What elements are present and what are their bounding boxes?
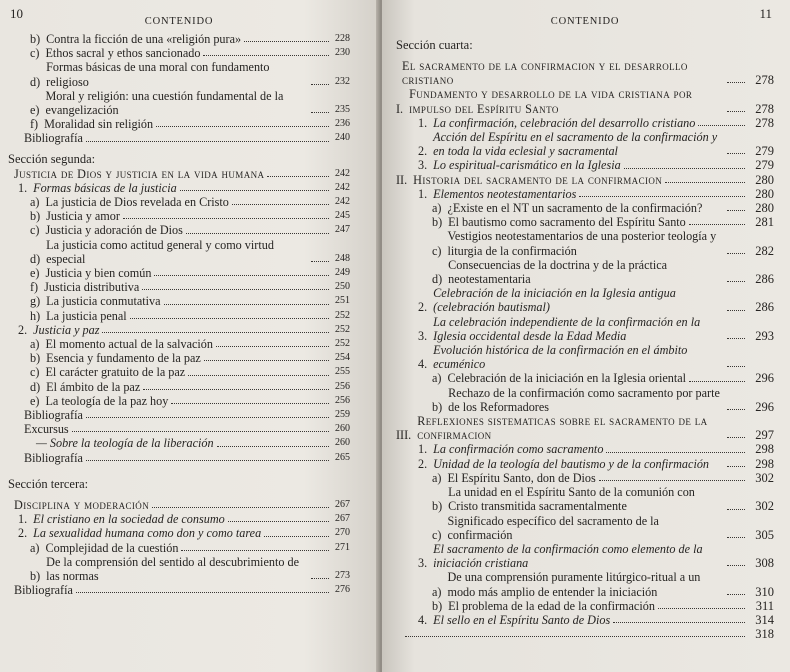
toc-entry-page: 255: [335, 366, 350, 378]
toc-entry[interactable]: [396, 315, 774, 343]
toc-entry[interactable]: [8, 365, 350, 379]
toc-entry[interactable]: [8, 337, 350, 351]
dot-leader: [102, 332, 329, 333]
dot-leader: [86, 460, 329, 461]
right-page: [382, 0, 790, 672]
dot-leader: [727, 210, 745, 211]
dot-leader: [689, 224, 745, 225]
toc-entry-page: 254: [335, 352, 350, 364]
toc-entry-page: 251: [335, 295, 350, 307]
dot-leader: [405, 636, 745, 637]
dot-leader: [152, 507, 329, 508]
dot-leader: [727, 537, 745, 538]
dot-leader: [86, 417, 329, 418]
toc-entry-page: 278: [755, 101, 774, 116]
toc-entry-page: 302: [755, 499, 774, 514]
toc-entry-page: 298: [755, 456, 774, 471]
toc-entry-label: b): [432, 399, 443, 414]
toc-entry-title: Elementos neotestamentarios: [433, 186, 577, 201]
toc-entry-page: 236: [335, 118, 350, 130]
toc-entry-label: c): [30, 365, 40, 380]
section-heading: Sección tercera:: [8, 476, 89, 491]
toc-entry[interactable]: [8, 60, 350, 88]
toc-entry-title: La teología de la paz hoy: [45, 393, 169, 408]
toc-entry[interactable]: [396, 457, 774, 471]
dot-leader: [180, 190, 329, 191]
toc-entry-page: 270: [335, 527, 350, 539]
toc-entry[interactable]: [8, 117, 350, 131]
toc-entry[interactable]: [396, 414, 774, 442]
toc-entry-page: 310: [755, 584, 774, 599]
toc-entry-title: Celebración de la iniciación en la Iglesia oriental: [447, 371, 687, 386]
toc-entry-label: f): [30, 280, 39, 295]
dot-leader: [727, 310, 745, 311]
dot-leader: [698, 125, 745, 126]
toc-entry-title: Moral y religión: una cuestión fundamental de la evangelización: [45, 88, 284, 118]
toc-entry-page: 298: [755, 442, 774, 457]
toc-entry[interactable]: [8, 583, 350, 597]
toc-entry-page: 256: [335, 380, 350, 392]
toc-entry-label: a): [30, 195, 40, 210]
toc-entry-page: 282: [755, 243, 774, 258]
toc-entry-title: El sello en el Espíritu Santo de Dios: [433, 612, 611, 627]
toc-entry-title: De la comprensión del sentido al descubrimiento de las normas: [46, 554, 299, 583]
left-page: [0, 0, 380, 672]
toc-entry-label: 2.: [418, 456, 428, 471]
dot-leader: [188, 375, 329, 376]
toc-entry-title: El carácter gratuito de la paz: [45, 365, 186, 380]
toc-entry[interactable]: [396, 371, 774, 385]
toc-entry[interactable]: [8, 323, 350, 337]
toc-entry-title: Justicia distributiva: [44, 280, 140, 295]
toc-entry[interactable]: [396, 514, 774, 542]
right-page-header: [396, 6, 774, 32]
toc-entry-title: Esencia y fundamento de la paz: [46, 351, 201, 366]
toc-entry-page: 311: [755, 598, 774, 613]
dot-leader: [76, 592, 329, 593]
toc-entry-page: 242: [335, 181, 350, 193]
toc-entry-title: El ámbito de la paz: [46, 379, 141, 394]
dot-leader: [727, 594, 745, 595]
toc-entry-page: 305: [755, 527, 774, 542]
toc-entry[interactable]: [396, 542, 774, 570]
toc-entry-page: 252: [335, 309, 350, 321]
toc-entry-title: Excursus: [24, 422, 69, 437]
toc-entry-title: Justicia y adoración de Dios: [45, 223, 183, 238]
toc-entry-label: a): [432, 371, 442, 386]
toc-entry[interactable]: [396, 570, 774, 598]
toc-entry-page: 267: [335, 513, 350, 525]
toc-entry-label: b): [30, 32, 41, 46]
toc-entry-page: 296: [755, 371, 774, 386]
toc-entry-page: 242: [335, 167, 350, 179]
dot-leader: [606, 452, 745, 453]
dot-leader: [216, 346, 329, 347]
toc-entry-label: b): [30, 209, 41, 224]
dot-leader: [665, 182, 745, 183]
toc-entry-label: e): [30, 393, 40, 408]
toc-entry-title: La unidad en el Espíritu Santo de la comunión con Cristo transmitida sacramentalmente: [448, 485, 695, 514]
toc-entry-page: 286: [755, 300, 774, 315]
toc-entry-page: 240: [335, 132, 350, 144]
toc-entry[interactable]: [8, 223, 350, 237]
toc-entry-label: b): [30, 568, 41, 583]
toc-entry-title: El bautismo como sacramento del Espíritu Santo: [448, 215, 686, 230]
toc-entry[interactable]: [396, 485, 774, 513]
dot-leader: [579, 196, 745, 197]
toc-entry-page: 271: [335, 541, 350, 553]
toc-entry-label: 4.: [418, 357, 428, 372]
dot-leader: [123, 218, 329, 219]
toc-entry-label: a): [432, 201, 442, 216]
toc-entry-label: a): [30, 540, 40, 555]
toc-entry[interactable]: [8, 238, 350, 266]
toc-entry-label: d): [30, 74, 41, 89]
toc-entry-label: b): [30, 351, 41, 366]
dot-leader: [624, 168, 745, 169]
dot-leader: [203, 55, 329, 56]
toc-entry-label: 1.: [418, 115, 428, 130]
toc-entry-title: El Espíritu Santo, don de Dios: [447, 470, 596, 485]
toc-entry[interactable]: [396, 201, 774, 215]
toc-entry-page: 278: [755, 115, 774, 130]
toc-entry-title: Historia del sacramento de la confirmacion: [413, 172, 663, 187]
toc-entry[interactable]: [8, 451, 350, 465]
toc-entry-page: 228: [335, 33, 350, 44]
toc-entry[interactable]: [8, 294, 350, 308]
toc-entry-page: 267: [335, 498, 350, 510]
dot-leader: [142, 289, 329, 290]
toc-entry-title: Justicia y paz: [33, 322, 100, 337]
dot-leader: [727, 437, 745, 438]
dot-leader: [727, 338, 745, 339]
toc-entry[interactable]: [396, 471, 774, 485]
toc-entry-label: b): [432, 499, 443, 514]
toc-entry-label: 1.: [418, 186, 428, 201]
toc-entry[interactable]: [396, 229, 774, 257]
dot-leader: [86, 141, 329, 142]
toc-entry-label: 1.: [418, 442, 428, 457]
toc-entry-title: Bibliografía: [24, 408, 83, 423]
toc-entry-title: Unidad de la teología del bautismo y de la confirmación: [433, 456, 710, 471]
dot-leader: [228, 521, 329, 522]
toc-entry-page: 265: [335, 451, 350, 463]
toc-entry-page: 280: [755, 172, 774, 187]
toc-entry[interactable]: [396, 442, 774, 456]
toc-entry-title: La justicia de Dios revelada en Cristo: [45, 195, 229, 210]
toc-entry[interactable]: [396, 116, 774, 130]
toc-entry[interactable]: [8, 408, 350, 422]
dot-leader: [727, 111, 745, 112]
toc-entry-title: Vestigios neotestamentarios de una posterior teología y liturgia de la confirmación: [447, 229, 717, 258]
toc-entry[interactable]: [8, 167, 350, 181]
toc-entry-title: Justicia y amor: [46, 209, 120, 224]
toc-entry-label: 3.: [418, 328, 428, 343]
dot-leader: [232, 204, 329, 205]
toc-entry[interactable]: [396, 613, 774, 627]
toc-entry[interactable]: [396, 59, 774, 87]
toc-entry-title: La sexualidad humana como don y como tarea: [33, 526, 262, 541]
toc-entry-page: 278: [755, 73, 774, 88]
toc-entry-title: El sacramento de la confirmación como elemento de la iniciación cristiana: [433, 541, 703, 571]
dot-leader: [613, 622, 745, 623]
toc-entry-title: Celebración de la iniciación en la Iglesia antigua (celebración bautismal): [433, 286, 676, 315]
toc-entry-title: El momento actual de la salvación: [45, 337, 213, 352]
spacer: [8, 465, 350, 471]
dot-leader: [311, 261, 329, 262]
toc-entry[interactable]: [8, 351, 350, 365]
toc-entry-page: 302: [755, 470, 774, 485]
toc-entry[interactable]: [8, 541, 350, 555]
toc-entry-title: La confirmación, celebración del desarrollo cristiano: [433, 115, 696, 130]
toc-entry-label: 3.: [418, 556, 428, 571]
toc-entry-title: Complejidad de la cuestión: [45, 540, 179, 555]
toc-entry-label: g): [30, 294, 41, 309]
toc-entry-label: e): [30, 266, 40, 281]
toc-entry-label: 2.: [18, 322, 28, 337]
toc-entry-title: De una comprensión puramente litúrgico-ritual a un modo más amplio de entender la iniciación: [447, 570, 701, 599]
toc-entry-label: 2.: [418, 144, 428, 159]
toc-entry-page: 286: [755, 272, 774, 287]
toc-entry-label: a): [432, 470, 442, 485]
toc-entry-title: Bibliografía: [14, 583, 73, 598]
section-heading: Sección cuarta:: [396, 38, 473, 52]
toc-entry-title: Acción del Espíritu en el sacramento de la confirmación y en toda la vida eclesial y sacramental: [433, 130, 718, 159]
toc-entry-label: h): [30, 308, 41, 323]
toc-entry-label: d): [30, 379, 41, 394]
toc-entry-title: Bibliografía: [24, 131, 83, 146]
dot-leader: [204, 360, 329, 361]
dot-leader: [727, 466, 745, 467]
toc-entry-title: ¿Existe en el NT un sacramento de la confirmación?: [447, 201, 703, 216]
toc-entry-title: La celebración independiente de la confirmación en la Iglesia occidental desde la Edad Media: [433, 314, 701, 343]
toc-entry-page: 235: [335, 104, 350, 116]
toc-entry-label: c): [432, 243, 442, 258]
toc-entry-page: 293: [755, 328, 774, 343]
toc-entry[interactable]: [396, 599, 774, 613]
toc-entry-page: 259: [335, 409, 350, 421]
toc-entry-label: 4.: [418, 612, 428, 627]
dot-leader: [171, 403, 329, 404]
dot-leader: [689, 381, 745, 382]
toc-entry-title: La justicia como actitud general y como virtud especial: [46, 237, 274, 266]
toc-entry-title: El cristiano en la sociedad de consumo: [33, 512, 225, 527]
toc-entry-page: 247: [335, 224, 350, 236]
dot-leader: [164, 304, 329, 305]
toc-entry-label: d): [30, 251, 41, 266]
toc-entry-page: 280: [755, 201, 774, 216]
toc-entry-page: 250: [335, 281, 350, 293]
toc-entry-label: c): [30, 46, 40, 61]
dot-leader: [264, 536, 329, 537]
right-page-number: 11: [759, 6, 772, 21]
toc-entry[interactable]: [8, 436, 350, 450]
toc-entry-label: a): [30, 337, 40, 352]
toc-entry[interactable]: [396, 130, 774, 158]
toc-entry-title: Bibliografía: [24, 450, 83, 465]
dot-leader: [727, 509, 745, 510]
toc-entry[interactable]: [396, 627, 774, 641]
toc-entry-page: 296: [755, 399, 774, 414]
toc-entry-label: b): [432, 598, 443, 613]
toc-entry-page: 242: [335, 196, 350, 208]
toc-entry-page: 252: [335, 323, 350, 335]
toc-entry-page: 260: [335, 437, 350, 449]
toc-entry-label: d): [432, 272, 443, 287]
toc-entry-label: 1.: [18, 180, 28, 195]
toc-entry-page: 314: [755, 612, 774, 627]
toc-entry[interactable]: [396, 87, 774, 115]
toc-entry-title: Ethos sacral y ethos sancionado: [45, 46, 201, 61]
dot-leader: [244, 41, 329, 42]
toc-entry[interactable]: [396, 215, 774, 229]
toc-entry-label: III.: [396, 428, 412, 443]
toc-entry[interactable]: [8, 195, 350, 209]
dot-leader: [186, 233, 329, 234]
toc-entry[interactable]: [8, 131, 350, 145]
toc-entry-page: 273: [335, 569, 350, 581]
toc-entry-page: 308: [755, 556, 774, 571]
toc-entry[interactable]: [396, 286, 774, 314]
toc-entry[interactable]: [8, 422, 350, 436]
dot-leader: [72, 431, 329, 432]
toc-entry[interactable]: [8, 394, 350, 408]
toc-entry-page: 279: [755, 158, 774, 173]
toc-entry-page: 297: [755, 428, 774, 443]
toc-entry-title: Reflexiones sistematicas sobre el sacramento de la confirmacion: [417, 414, 708, 443]
toc-entry-title: La justicia penal: [46, 308, 127, 323]
section-heading: Sección segunda:: [8, 151, 96, 166]
toc-entry-title: Fundamento y desarrollo de la vida cristiana por impulso del Espíritu Santo: [409, 87, 693, 116]
toc-entry-page: 280: [755, 186, 774, 201]
toc-entry-page: 260: [335, 423, 350, 435]
dot-leader: [727, 281, 745, 282]
toc-entry-label: f): [30, 117, 39, 132]
toc-entry-label: a): [432, 584, 442, 599]
dot-leader: [217, 446, 329, 447]
toc-entry-title: Justicia y bien común: [45, 266, 152, 281]
toc-entry-page: 318: [755, 627, 774, 642]
toc-entry-title: La justicia conmutativa: [46, 294, 161, 309]
left-running-head: CONTENIDO: [144, 16, 214, 27]
toc-entry[interactable]: [8, 280, 350, 294]
toc-entry[interactable]: [8, 46, 350, 60]
toc-entry[interactable]: [8, 181, 350, 195]
dot-leader: [311, 84, 329, 85]
toc-entry[interactable]: [8, 266, 350, 280]
toc-entry-page: 279: [755, 144, 774, 159]
toc-entry-label: II.: [396, 172, 408, 187]
toc-entry-title: El sacramento de la confirmacion y el desarrollo cristiano: [402, 59, 688, 88]
toc-entry-title: Lo espiritual-carismático en la Iglesia: [433, 158, 621, 173]
dot-leader: [658, 608, 745, 609]
toc-entry[interactable]: [8, 309, 350, 323]
dot-leader: [154, 275, 329, 276]
dot-leader: [181, 550, 329, 551]
dot-leader: [143, 389, 329, 390]
toc-entry-page: 245: [335, 210, 350, 222]
toc-entry-title: Formas básicas de la justicia: [33, 180, 177, 195]
toc-entry-title: Rechazo de la confirmación como sacramento por parte de los Reformadores: [448, 385, 720, 414]
toc-entry-title: Contra la ficción de una «religión pura»: [46, 32, 242, 46]
toc-entry-label: b): [432, 215, 443, 230]
toc-entry-label: c): [432, 527, 442, 542]
dot-leader: [727, 565, 745, 566]
toc-entry-title: Moralidad sin religión: [44, 117, 154, 132]
toc-entry-label: c): [30, 223, 40, 238]
toc-entry-label: 2.: [18, 526, 28, 541]
dot-leader: [130, 318, 329, 319]
left-toc-list: [8, 32, 350, 597]
toc-entry[interactable]: [8, 555, 350, 583]
dot-leader: [727, 253, 745, 254]
toc-entry[interactable]: [396, 343, 774, 371]
dot-leader: [311, 112, 329, 113]
toc-entry-title: El problema de la edad de la confirmación: [448, 598, 655, 613]
toc-entry-title: Significado específico del sacramento de la confirmación: [447, 513, 659, 542]
dot-leader: [311, 578, 329, 579]
dot-leader: [599, 480, 745, 481]
toc-entry-title: La confirmación como sacramento: [433, 442, 604, 457]
right-running-head: CONTENIDO: [550, 16, 620, 27]
toc-entry-page: 249: [335, 267, 350, 279]
toc-entry[interactable]: [396, 187, 774, 201]
toc-entry[interactable]: [396, 258, 774, 286]
toc-entry[interactable]: [8, 32, 350, 46]
toc-entry-label: e): [30, 103, 40, 118]
toc-entry-title: Disciplina y moderación: [14, 497, 150, 512]
dot-leader: [156, 126, 329, 127]
toc-entry-title: — Sobre la teología de la liberación: [36, 436, 214, 451]
toc-entry-title: Consecuencias de la doctrina y de la práctica neotestamentaria: [448, 257, 668, 287]
toc-entry-page: 230: [335, 47, 350, 59]
toc-entry-page: 256: [335, 394, 350, 406]
left-page-number: 10: [10, 6, 23, 21]
toc-entry-page: 276: [335, 584, 350, 596]
dot-leader: [727, 366, 745, 367]
dot-leader: [267, 176, 329, 177]
dot-leader: [727, 82, 745, 83]
toc-entry[interactable]: [8, 209, 350, 223]
toc-entry-label: 3.: [418, 158, 428, 173]
toc-entry-title: Justicia de Dios y justicia en la vida humana: [14, 166, 265, 181]
toc-entry[interactable]: [396, 386, 774, 414]
toc-entry[interactable]: [8, 526, 350, 540]
left-page-header: [8, 6, 350, 32]
toc-entry-page: 248: [335, 252, 350, 264]
toc-entry-label: 1.: [18, 512, 28, 527]
dot-leader: [727, 409, 745, 410]
toc-entry-page: 252: [335, 338, 350, 350]
toc-entry[interactable]: [8, 498, 350, 512]
toc-entry-page: 232: [335, 75, 350, 87]
toc-entry-page: 281: [755, 215, 774, 230]
right-toc-list: [396, 38, 774, 641]
toc-entry-label: I.: [396, 101, 404, 116]
toc-entry-title: Formas básicas de una moral con fundamento religioso: [46, 60, 270, 89]
toc-entry[interactable]: [8, 89, 350, 117]
toc-entry-label: 2.: [418, 300, 428, 315]
toc-entry[interactable]: [8, 380, 350, 394]
toc-entry-title: Evolución histórica de la confirmación en el ámbito ecuménico: [433, 343, 688, 372]
toc-entry[interactable]: [396, 158, 774, 172]
dot-leader: [727, 153, 745, 154]
toc-entry[interactable]: [8, 512, 350, 526]
toc-entry[interactable]: [396, 173, 774, 187]
